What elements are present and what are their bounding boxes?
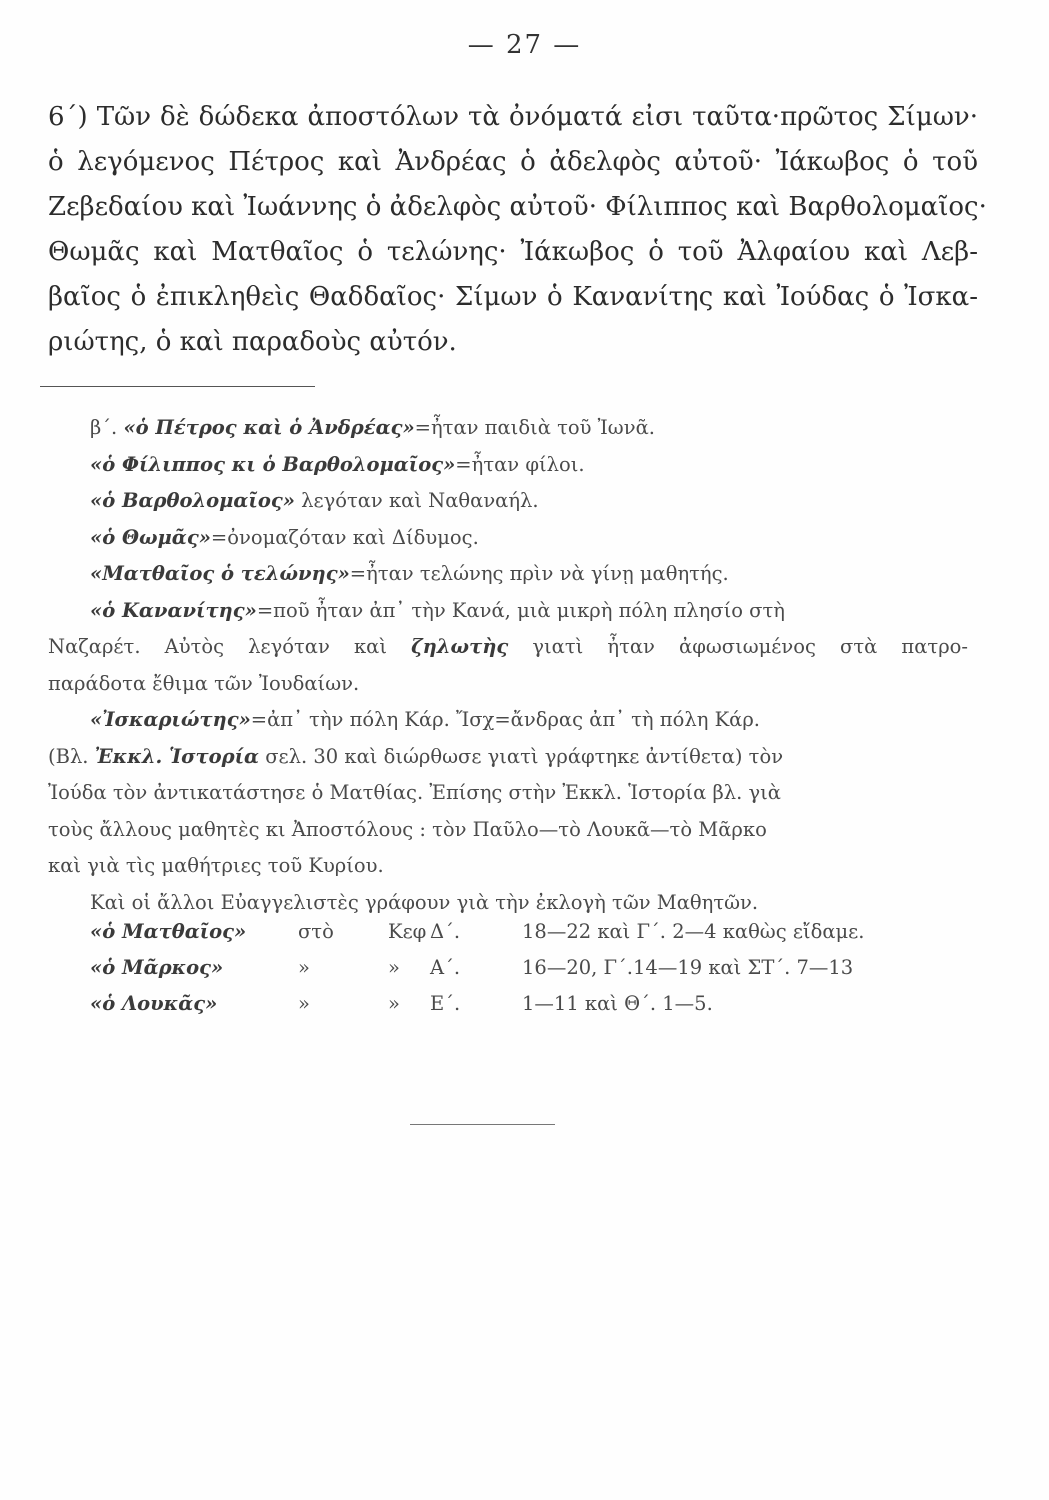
chapter-number: Δ΄. — [430, 920, 461, 943]
reference-row — [90, 914, 970, 950]
main-verse-text — [48, 95, 987, 365]
verse-line: ριώτης, ὁ καὶ παραδοὺς αὐτόν. — [48, 327, 457, 357]
verse-line: ὁ λεγόμενος Πέτρος καὶ Ἀνδρέας ὁ ἀδελφὸς αὐτοῦ· Ἰάκωβος ὁ τοῦ — [48, 147, 978, 177]
footnote-line — [48, 483, 968, 520]
footnote-line: Ἰούδα τὸν ἀντικατάστησε ὁ Ματθίας. Ἐπίσης στὴν Ἐκκλ. Ἱστορία βλ. γιὰ — [48, 781, 781, 804]
chapter-number: Ε΄. — [430, 992, 461, 1015]
verse-range: 18—22 καὶ Γ΄. 2—4 καθὼς εἴδαμε. — [522, 920, 865, 943]
ditto-mark: » — [298, 992, 310, 1015]
footnote-term: Ἐκκλ. Ἱστορία — [94, 744, 260, 768]
reference-row — [90, 986, 970, 1022]
footnote-line: καὶ γιὰ τὶς μαθήτριες τοῦ Κυρίου. — [48, 854, 384, 877]
footnote-line — [48, 520, 968, 557]
verse-line: Ζεβεδαίου καὶ Ἰωάννης ὁ ἀδελφὸς αὐτοῦ· Φίλιππος καὶ Βαρθολομαῖος· — [48, 192, 987, 222]
page-number: — 27 — — [467, 30, 582, 60]
footnote-term: «Ματθαῖος ὁ τελώνης» — [90, 562, 350, 585]
footnote-line: παράδοτα ἔθιμα τῶν Ἰουδαίων. — [48, 671, 360, 695]
footnote-term: «ὁ Φίλιππος κι ὁ Βαρθολομαῖος» — [90, 452, 456, 476]
footnote-text: =ὀνομαζόταν καὶ Δίδυμος. — [210, 525, 479, 549]
footnote-term: «Ἰσκαριώτης» — [90, 708, 251, 731]
ditto-mark: » — [388, 992, 400, 1015]
footnote-line — [48, 556, 968, 593]
verse-line: βαῖος ὁ ἐπικληθεὶς Θαδδαῖος· Σίμων ὁ Κανανίτης καὶ Ἰούδας ὁ Ἰσκα- — [48, 282, 978, 312]
footnote-term: «ὁ Πέτρος καὶ ὁ Ἀνδρέας» — [123, 416, 415, 439]
gospel-references — [90, 914, 970, 1022]
ditto-mark: » — [298, 956, 310, 979]
verse-range: 16—20, Γ΄.14—19 καὶ ΣΤ΄. 7—13 — [522, 956, 854, 979]
reference-row — [90, 950, 970, 986]
footnote-text: σελ. 30 καὶ διώρθωσε γιατὶ γράφτηκε ἀντίθετα) τὸν — [259, 744, 784, 768]
footnote-text: γιατὶ ἦταν ἀφωσιωμένος στὰ πατρο- — [508, 635, 969, 658]
footnote-text: =ἦταν τελώνης πρὶν νὰ γίνῃ μαθητής. — [349, 562, 729, 585]
footnote-term: «ὁ Βαρθολομαῖος» — [90, 489, 295, 512]
verse-range: 1—11 καὶ Θ΄. 1—5. — [522, 992, 713, 1015]
footnote-line — [48, 447, 968, 484]
footnote-line: Καὶ οἱ ἄλλοι Εὐαγγελιστὲς γράφουν γιὰ τὴν ἐκλογὴ τῶν Μαθητῶν. — [90, 890, 759, 914]
evangelist-name: «ὁ Λουκᾶς» — [90, 992, 218, 1015]
footnote-line — [48, 702, 968, 739]
end-separator — [410, 1124, 555, 1125]
footnote-line — [48, 739, 968, 776]
footnote-text: λεγόταν καὶ Ναθαναήλ. — [294, 489, 539, 512]
footnote-term: «ὁ Θωμᾶς» — [90, 525, 211, 549]
footnote-term: ζηλωτὴς — [411, 635, 509, 658]
footnote-line — [48, 593, 968, 630]
footnote-text: =ἀπ᾽ τὴν πόλη Κάρ. Ἴσχ=ἄνδρας ἀπ᾽ τὴ πόλη Κάρ. — [250, 708, 760, 731]
ditto-mark: » — [388, 956, 400, 979]
reference-word: Κεφ — [388, 920, 427, 943]
footnote-marker: β΄. — [90, 416, 118, 439]
footnote-separator — [40, 386, 315, 387]
evangelist-name: «ὁ Ματθαῖος» — [90, 920, 247, 943]
footnote-line: τοὺς ἄλλους μαθητὲς κι Ἀποστόλους : τὸν Παῦλο—τὸ Λουκᾶ—τὸ Μᾶρκο — [48, 817, 767, 841]
footnote-text: (Βλ. — [48, 744, 95, 768]
footnotes — [48, 410, 968, 921]
footnote-text: =ποῦ ἦταν ἀπ᾽ τὴν Κανά, μιὰ μικρὴ πόλη πλησίο στὴ — [256, 598, 785, 622]
evangelist-name: «ὁ Μᾶρκος» — [90, 956, 224, 979]
verse-line: 6΄) Τῶν δὲ δώδεκα ἀποστόλων τὰ ὀνόματά εἰσι ταῦτα·πρῶτος Σίμων· — [48, 102, 978, 132]
footnote-line — [48, 629, 968, 666]
footnote-text: =ἦταν φίλοι. — [455, 452, 585, 476]
footnote-term: «ὁ Κανανίτης» — [90, 598, 257, 622]
footnote-text: =ἦταν παιδιὰ τοῦ Ἰωνᾶ. — [414, 416, 655, 439]
verse-line: Θωμᾶς καὶ Ματθαῖος ὁ τελώνης· Ἰάκωβος ὁ τοῦ Ἀλφαίου καὶ Λεβ- — [48, 237, 978, 267]
chapter-number: Α΄. — [430, 956, 461, 979]
footnote-line — [48, 410, 968, 447]
reference-word: στὸ — [298, 920, 334, 943]
footnote-text: Ναζαρέτ. Αὐτὸς λεγόταν καὶ — [48, 635, 412, 658]
